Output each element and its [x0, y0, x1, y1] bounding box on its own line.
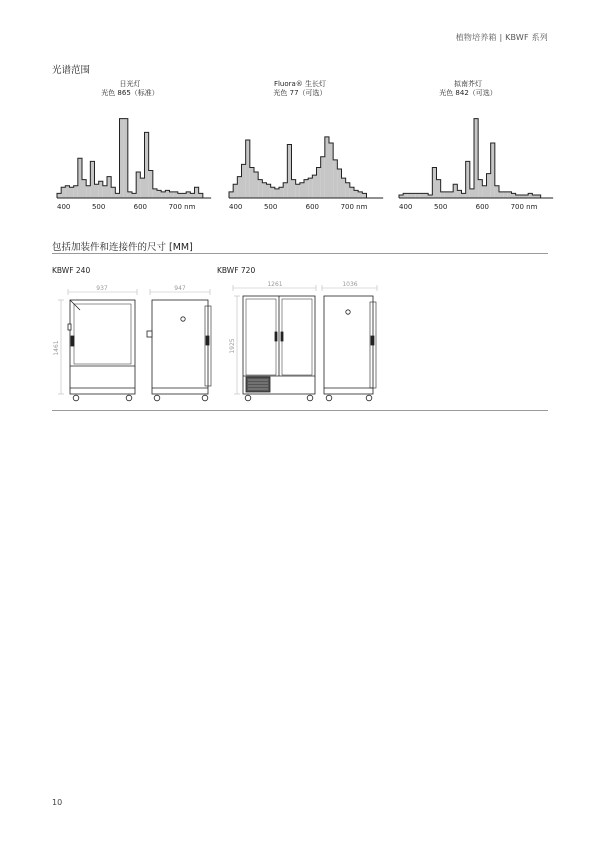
spectrum-chart-arabidopsis — [394, 100, 554, 215]
spectrum-bar — [308, 178, 312, 198]
spectrum-bar — [482, 186, 486, 198]
spectrum-bar — [474, 119, 478, 198]
model-label-kbwf240: KBWF 240 — [52, 266, 91, 275]
spectrum-bar — [86, 186, 90, 198]
kbwf720-side-drawing — [324, 296, 376, 401]
spectrum-bar — [325, 137, 329, 198]
spectrum-bar — [242, 164, 246, 198]
x-tick-label: 500 — [91, 203, 106, 211]
spectrum-bar — [199, 193, 203, 198]
spectrum-bar — [437, 180, 441, 198]
spectrum-bar — [321, 157, 325, 198]
spectrum-bar — [279, 187, 283, 198]
spectrum-bar — [466, 161, 470, 198]
chart-2-title-line2: 光色 77（可选） — [273, 89, 327, 97]
spectrum-bar — [190, 193, 194, 198]
spectrum-bar — [416, 193, 420, 198]
x-tick-label: 700 nm — [510, 203, 538, 211]
kbwf720-height-label: 1925 — [229, 338, 236, 354]
spectrum-bar — [82, 180, 86, 198]
spectrum-bar — [233, 184, 237, 198]
dimensions-bottom-divider — [52, 410, 548, 411]
spectrum-bar — [407, 193, 411, 198]
spectrum-bar — [292, 180, 296, 198]
spectrum-bar — [507, 192, 511, 198]
spectrum-bar — [95, 184, 99, 198]
spectrum-bar — [115, 193, 119, 198]
spectrum-bar — [304, 180, 308, 198]
spectrum-bar — [136, 172, 140, 198]
spectrum-bar — [462, 193, 466, 198]
spectrum-bar — [111, 187, 115, 198]
spectrum-bar — [186, 192, 190, 198]
spectrum-bar — [283, 183, 287, 198]
x-tick-label: 700 nm — [168, 203, 196, 211]
chart-1-title-line2: 光色 865（标准） — [101, 89, 159, 97]
kbwf240-front-drawing — [68, 300, 135, 401]
spectrum-bar — [503, 192, 507, 198]
spectrum-bar — [267, 184, 271, 198]
spectrum-bar — [333, 160, 337, 198]
kbwf720-width-label: 1261 — [267, 281, 283, 288]
spectrum-bar — [250, 167, 254, 198]
kbwf720-depth-label: 1036 — [342, 281, 358, 288]
spectrum-bar — [354, 190, 358, 198]
spectrum-bar — [312, 175, 316, 198]
spectrum-bar — [420, 193, 424, 198]
spectrum-bar — [99, 181, 103, 198]
spectrum-bar — [528, 193, 532, 198]
spectrum-bar — [195, 187, 199, 198]
spectrum-bar — [449, 192, 453, 198]
spectrum-bar — [342, 178, 346, 198]
spectrum-bar — [61, 187, 65, 198]
spectrum-bar — [246, 140, 250, 198]
spectrum-bar — [346, 183, 350, 198]
spectrum-bar — [487, 174, 491, 198]
spectrum-bar — [70, 187, 74, 198]
kbwf240-height-label: 1461 — [53, 340, 60, 356]
spectrum-bar — [495, 186, 499, 198]
spectrum-chart-daylight — [52, 100, 212, 215]
spectrum-bar — [145, 132, 149, 198]
spectrum-bar — [124, 119, 128, 198]
spectrum-bar — [412, 193, 416, 198]
spectrum-bar — [237, 177, 241, 198]
kbwf240-width-label: 937 — [96, 285, 108, 292]
spectrum-bar — [90, 161, 94, 198]
spectrum-bar — [258, 180, 262, 198]
spectrum-bar — [132, 193, 136, 198]
dimension-drawings — [40, 278, 560, 408]
spectrum-bar — [229, 192, 233, 198]
spectrum-bar — [337, 169, 341, 198]
dimensions-top-divider — [52, 253, 548, 254]
chart-3-title-line1: 拟南芥灯 — [454, 80, 482, 88]
x-tick-label: 600 — [305, 203, 320, 211]
chart-1-title — [70, 80, 190, 98]
spectrum-bar — [271, 187, 275, 198]
spectrum-bar — [178, 193, 182, 198]
spectrum-bar — [120, 119, 124, 198]
spectrum-bar — [287, 145, 291, 198]
spectrum-section-title: 光谱范围 — [52, 65, 91, 76]
spectrum-bar — [182, 193, 186, 198]
spectrum-bar — [441, 192, 445, 198]
spectrum-bar — [128, 192, 132, 198]
spectrum-bar — [317, 167, 321, 198]
x-tick-label: 600 — [475, 203, 490, 211]
spectrum-bar — [478, 180, 482, 198]
spectrum-bar — [149, 171, 153, 198]
spectrum-bar — [296, 184, 300, 198]
spectrum-bar — [350, 187, 354, 198]
x-tick-label: 500 — [263, 203, 278, 211]
spectrum-bar — [103, 186, 107, 198]
spectrum-bar — [161, 192, 165, 198]
spectrum-bar — [362, 193, 366, 198]
header-series-label: 植物培养箱 | KBWF 系列 — [455, 33, 548, 42]
chart-1-title-line1: 日光灯 — [119, 80, 141, 88]
x-tick-label: 600 — [133, 203, 148, 211]
spectrum-bar — [165, 190, 169, 198]
chart-2-title — [240, 80, 360, 98]
spectrum-bar — [74, 186, 78, 198]
spectrum-bar — [300, 183, 304, 198]
spectrum-bar — [275, 189, 279, 198]
spectrum-bar — [78, 158, 82, 198]
spectrum-bar — [470, 189, 474, 198]
spectrum-bar — [107, 177, 111, 198]
chart-3-title — [408, 80, 528, 98]
spectrum-bar — [358, 192, 362, 198]
spectrum-bar — [453, 184, 457, 198]
x-tick-label: 400 — [229, 203, 243, 211]
model-label-kbwf720: KBWF 720 — [217, 266, 256, 275]
kbwf240-depth-label: 947 — [174, 285, 186, 292]
x-tick-label: 400 — [399, 203, 413, 211]
spectrum-bar — [512, 193, 516, 198]
spectrum-bar — [140, 178, 144, 198]
page-number: 10 — [52, 798, 63, 807]
spectrum-bar — [57, 193, 61, 198]
spectrum-bar — [329, 143, 333, 198]
chart-2-title-line1: Fluora® 生长灯 — [273, 80, 327, 88]
x-tick-label: 400 — [57, 203, 71, 211]
spectrum-bar — [65, 186, 69, 198]
spectrum-chart-fluora — [224, 100, 384, 215]
spectrum-bar — [432, 167, 436, 198]
spectrum-bar — [174, 192, 178, 198]
chart-3-title-line2: 光色 842（可选） — [439, 89, 497, 97]
spectrum-bar — [491, 143, 495, 198]
spectrum-bar — [170, 192, 174, 198]
spectrum-bar — [499, 192, 503, 198]
x-tick-label: 700 nm — [340, 203, 368, 211]
spectrum-bar — [424, 193, 428, 198]
spectrum-bar — [445, 192, 449, 198]
spectrum-bar — [157, 190, 161, 198]
spectrum-bar — [262, 183, 266, 198]
kbwf240-side-drawing — [147, 300, 211, 401]
spectrum-bar — [254, 172, 258, 198]
spectrum-bar — [457, 190, 461, 198]
x-tick-label: 500 — [433, 203, 448, 211]
dimensions-section-title: 包括加装件和连接件的尺寸 [MM] — [52, 242, 193, 253]
kbwf720-front-drawing — [243, 296, 315, 401]
spectrum-bar — [403, 193, 407, 198]
spectrum-bar — [153, 189, 157, 198]
